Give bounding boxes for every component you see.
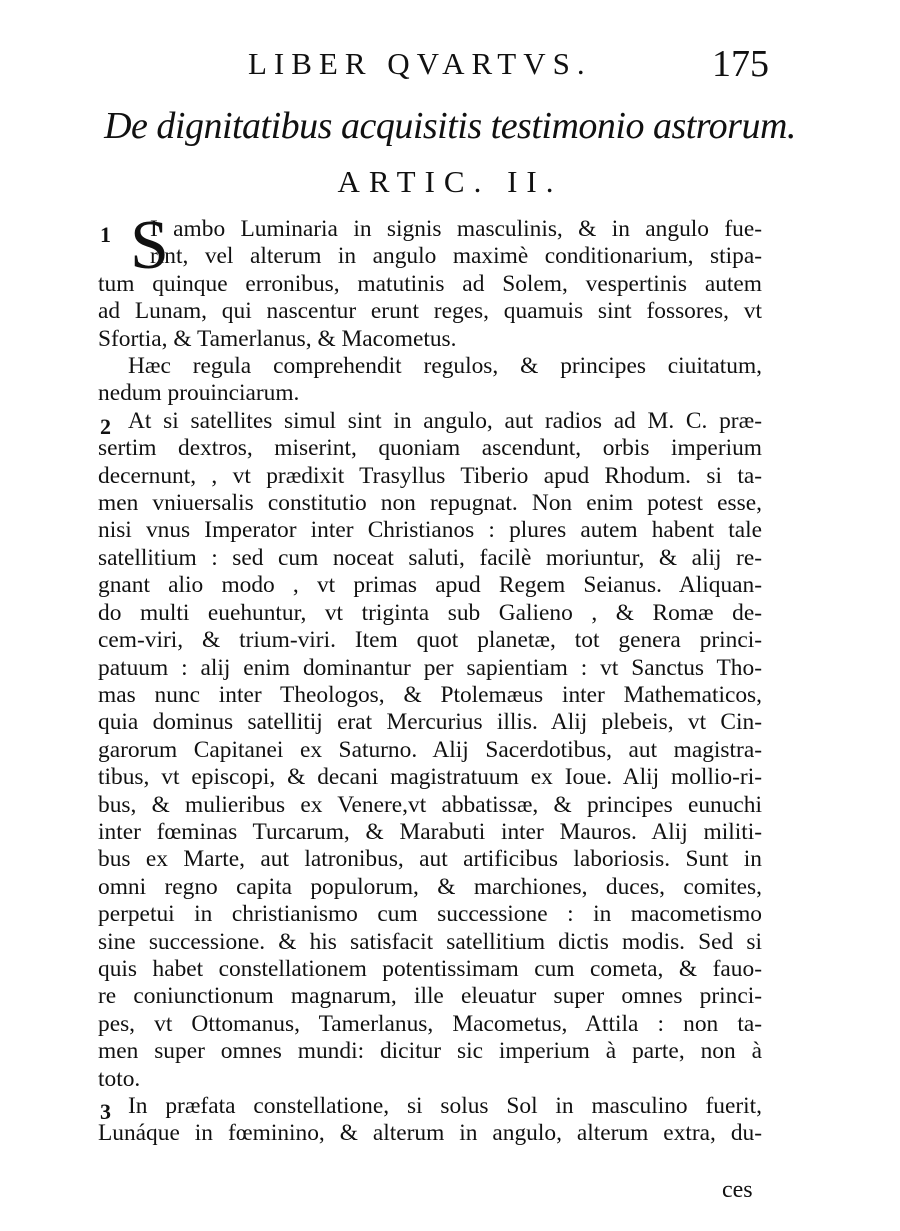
text-line: satellitium : sed cum noceat saluti, facilè moriuntur, & alij re-	[98, 544, 762, 571]
text-line: rint, vel alterum in angulo maximè conditionarium, stipa-	[150, 243, 762, 270]
text-line: In præfata constellatione, si solus Sol in masculino fuerit,	[128, 1093, 762, 1119]
text-line: cem-viri, & trium-viri. Item quot planetæ, tot genera princi-	[98, 627, 762, 654]
text-line: sine successione. & his satisfacit satellitium dictis modis. Sed si	[98, 928, 762, 955]
running-head: LIBER QVARTVS.	[248, 46, 592, 81]
paragraph-number: 2	[100, 414, 111, 439]
paragraph-number: 3	[100, 1099, 111, 1124]
section-title: De dignitatibus acquisitis testimonio astrorum.	[104, 105, 796, 147]
text-line: quia dominus satellitij erat Mercurius illis. Alij plebeis, vt Cin-	[98, 709, 762, 736]
text-line: garorum Capitanei ex Saturno. Alij Sacerdotibus, aut magistra-	[98, 736, 762, 763]
body-text	[98, 207, 762, 1148]
text-line: sertim dextros, miserint, quoniam ascendunt, orbis imperium	[98, 435, 762, 462]
text-line: men vniuersalis constitutio non repugnat. Non enim potest esse,	[98, 490, 762, 517]
text-line: ad Lunam, qui nascentur erunt reges, quamuis sint fossores, vt	[98, 298, 762, 325]
text-line: At si satellites simul sint in angulo, aut radios ad M. C. præ-	[128, 407, 762, 434]
text-line: decernunt, , vt prædixit Trasyllus Tiberio apud Rhodum. si ta-	[98, 462, 762, 489]
text-line: quis habet constellationem potentissimam cum cometa, & fauo-	[98, 955, 762, 982]
text-line: nisi vnus Imperator inter Christianos : plures autem habent tale	[98, 517, 762, 544]
text-line: tibus, vt episcopi, & decani magistratuum ex Ioue. Alij mollio-ri-	[98, 764, 762, 791]
text-line: omni regno capita populorum, & marchiones, duces, comites,	[98, 873, 762, 900]
text-line: toto.	[98, 1065, 141, 1092]
text-line: I ambo Luminaria in signis masculinis, & in angulo fue-	[150, 216, 762, 242]
drop-capital: S	[130, 207, 169, 284]
text-line: bus, & mulieribus ex Venere,vt abbatissæ, & principes eunuchi	[98, 791, 762, 818]
article-heading: ARTIC. II.	[337, 164, 563, 199]
text-line: Lunáque in fœminino, & alterum in angulo, alterum extra, du-	[98, 1120, 762, 1147]
text-line: re coniunctionum magnarum, ille eleuatur super omnes princi-	[98, 983, 762, 1010]
text-line: inter fœminas Turcarum, & Marabuti inter Mauros. Alij militi-	[98, 818, 762, 845]
text-line: tum quinque erronibus, matutinis ad Solem, vespertinis autem	[98, 270, 762, 297]
text-line: bus ex Marte, aut latronibus, aut artificibus laboriosis. Sunt in	[98, 846, 762, 873]
text-line: perpetui in christianismo cum successione : in macometismo	[98, 901, 762, 928]
text-line: patuum : alij enim dominantur per sapientiam : vt Sanctus Tho-	[98, 654, 762, 681]
text-line: do multi euehuntur, vt triginta sub Galieno , & Romæ de-	[98, 599, 762, 626]
paragraph-number: 1	[100, 222, 111, 247]
text-line: Hæc regula comprehendit regulos, & principes ciuitatum,	[128, 353, 762, 380]
text-line: mas nunc inter Theologos, & Ptolemæus inter Mathematicos,	[98, 681, 762, 708]
text-line: gnant alio modo , vt primas apud Regem Seianus. Aliquan-	[98, 572, 762, 599]
text-line: nedum prouinciarum.	[98, 380, 300, 407]
text-line: Sfortia, & Tamerlanus, & Macometus.	[98, 325, 457, 352]
page-number: 175	[712, 43, 769, 85]
text-line: men super omnes mundi: dicitur sic imperium à parte, non à	[98, 1038, 762, 1065]
text-line: pes, vt Ottomanus, Tamerlanus, Macometus, Attila : non ta-	[98, 1010, 762, 1037]
catchword: ces	[722, 1177, 753, 1203]
